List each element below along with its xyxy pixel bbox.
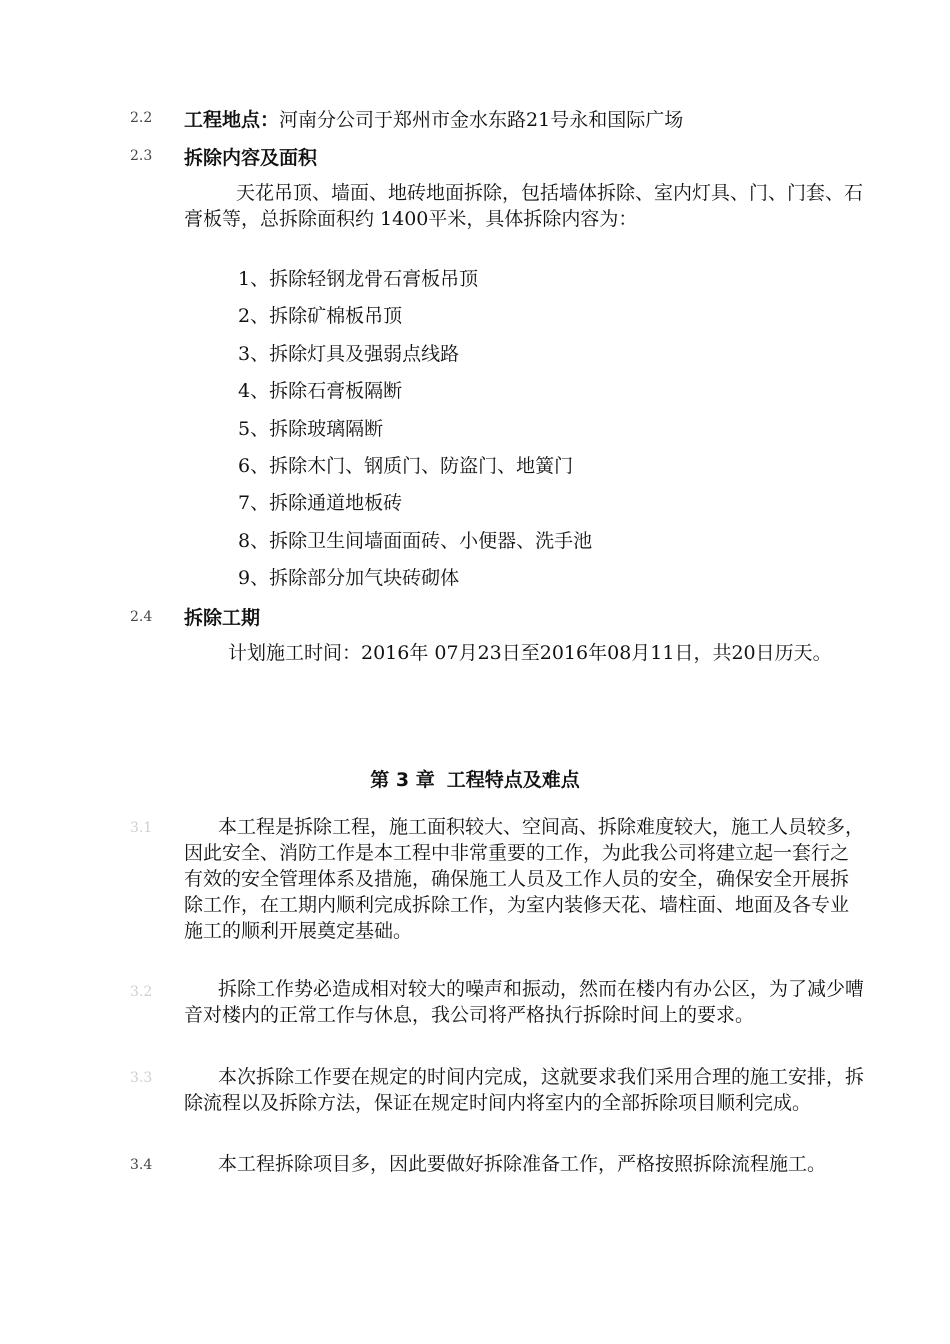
list-item: 4、拆除石膏板隔断 xyxy=(238,380,403,403)
section-number-3-4: 3.4 xyxy=(130,1157,153,1173)
section-number-2-2: 2.2 xyxy=(130,110,153,126)
chapter-title: 工程特点及难点 xyxy=(446,769,580,791)
paragraph-3-3: 本次拆除工作要在规定的时间内完成，这就要求我们采用合理的施工安排，拆除流程以及拆除方法，保证在规定时间内将室内的全部拆除项目顺利完成。 xyxy=(184,1066,865,1114)
chapter-heading xyxy=(0,765,950,792)
section-number-2-4: 2.4 xyxy=(130,609,153,625)
section-2-2-line xyxy=(184,105,683,132)
list-item: 8、拆除卫生间墙面面砖、小便器、洗手池 xyxy=(238,529,593,552)
paragraph-3-1: 本工程是拆除工程，施工面积较大、空间高、拆除难度较大，施工人员较多，因此安全、消防工作是本工程中非常重要的工作，为此我公司将建立起一套行之有效的安全管理体系及措施，确保施工人员及工作人员的安全，确保安全开展拆除工作，在工期内顺利完成拆除工作，为室内装修天花、墙柱面、地面及各专业施工的顺利开展奠定基础。 xyxy=(184,816,865,942)
section-number-3-1: 3.1 xyxy=(130,820,153,836)
schedule-text: 计划施工时间：2016年 07月23日至2016年08月11日，共20日历天。 xyxy=(228,642,832,664)
section-2-4-title xyxy=(184,603,260,630)
list-item: 1、拆除轻钢龙骨石膏板吊顶 xyxy=(238,268,479,290)
paragraph-3-2: 拆除工作势必造成相对较大的噪声和振动，然而在楼内有办公区，为了减少嘈音对楼内的正常工作与休息，我公司将严格执行拆除时间上的要求。 xyxy=(184,978,865,1026)
section-number-2-3: 2.3 xyxy=(130,148,153,164)
location-label: 工程地点： xyxy=(184,109,280,131)
location-text: 河南分公司于郑州市金水东路21号永和国际广场 xyxy=(279,109,684,131)
list-item: 3、拆除灯具及强弱点线路 xyxy=(238,342,460,365)
section-number-3-2: 3.2 xyxy=(130,984,153,1000)
section-2-4-heading: 拆除工期 xyxy=(184,607,261,629)
section-2-3-intro: 天花吊顶、墙面、地砖地面拆除，包括墙体拆除、室内灯具、门、门套、石膏板等，总拆除面积约 1400平米，具体拆除内容为： xyxy=(184,182,864,230)
paragraph-3-4: 本工程拆除项目多，因此要做好拆除准备工作，严格按照拆除流程施工。 xyxy=(218,1153,827,1175)
section-2-3-title xyxy=(184,143,317,170)
list-item: 5、拆除玻璃隔断 xyxy=(238,417,384,440)
list-item: 6、拆除木门、钢质门、防盗门、地簧门 xyxy=(238,454,574,477)
list-item: 7、拆除通道地板砖 xyxy=(238,492,403,515)
section-2-3-heading: 拆除内容及面积 xyxy=(184,147,318,169)
chapter-label: 第 3 章 xyxy=(370,769,435,791)
removal-item-list xyxy=(238,266,592,603)
list-item: 9、拆除部分加气块砖砌体 xyxy=(238,567,460,590)
list-item: 2、拆除矿棉板吊顶 xyxy=(238,305,403,328)
section-number-3-3: 3.3 xyxy=(130,1070,153,1086)
